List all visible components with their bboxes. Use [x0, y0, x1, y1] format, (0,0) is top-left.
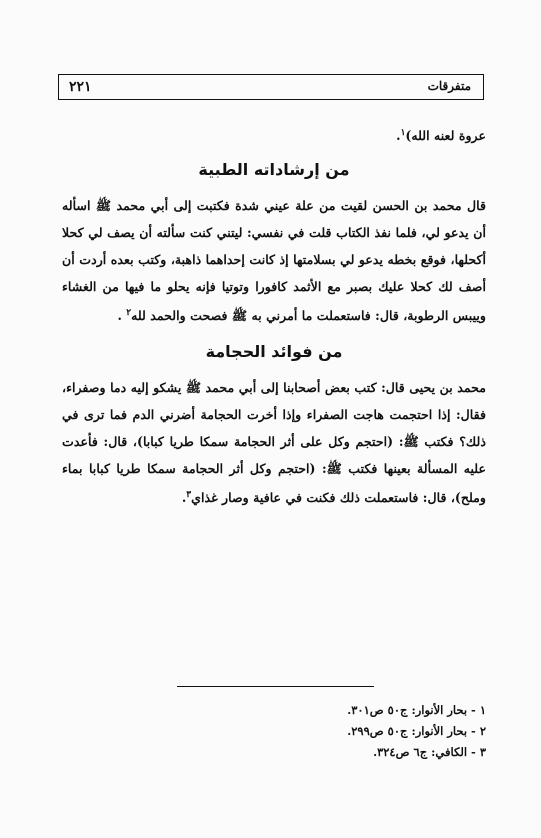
- paragraph-medical: قال محمد بن الحسن لقيت من علة عيني شدة فكتبت إلى أبي محمد ﷺ اسأله أن يدعو لي، فلما نفذ الكتاب قلت في نفسي: ليتني كنت سألته أن يصف لي كحلا أكحلها، فوقع بخطه يدعو لي بسلامتها إذ كانت إحداهما ذاهبة، وكتب بعده أردت أن أصف لك كحلا عليك بصبر مع الأثمد كافورا وتوتيا فإنه يحلو ما فيها من الغشاء وييبس الرطوبة، قال: فاستعملت ما أمرني به ﷺ فصحت والحمد لله$^٢$ .: [62, 198, 486, 324]
- intro-line: عروة لعنه الله)$^١$.: [396, 128, 486, 144]
- footnote-divider: [177, 686, 374, 687]
- footnotes: [62, 700, 486, 763]
- section-title-medical: من إرشاداته الطبية: [198, 160, 350, 179]
- intro-text: عروة لعنه الله): [405, 128, 486, 144]
- page-number: ٢٢١: [69, 79, 92, 95]
- running-header: [58, 74, 484, 100]
- footnote-ref-1: ١: [400, 128, 406, 138]
- running-title: متفرقات: [427, 79, 471, 93]
- footnote-3: ٣ - الكافي: ج٦ ص٣٢٤.: [373, 745, 486, 759]
- footnote-ref-3: ٣: [186, 490, 192, 500]
- footnote-1: ١ - بحار الأنوار: ج٥٠ ص٣٠١.: [347, 703, 486, 717]
- paragraph-cupping: محمد بن يحيى قال: كتب بعض أصحابنا إلى أبي محمد ﷺ يشكو إليه دما وصفراء، فقال: إذا احتجمت هاجت الصفراء وإذا أخرت الحجامة أضرني الدم فما ترى في ذلك؟ فكتب ﷺ: (احتجم وكل على أثر الحجامة سمكا طريا كبابا)، قال: فأعدت عليه المسألة بعينها فكتب ﷺ: (احتجم وكل أثر الحجامة سمكا طريا كبابا بماء وملح)، قال: فاستعملت ذلك فكنت في عافية وصار غذاي$^٣$.: [62, 380, 486, 506]
- paragraph-cupping-text: محمد بن يحيى قال: كتب بعض أصحابنا إلى أبي محمد ﷺ يشكو إليه دما وصفراء، فقال: إذا احتجمت هاجت الصفراء وإذا أخرت الحجامة أضرني الدم فما ترى في ذلك؟ فكتب ﷺ: (احتجم وكل على أثر الحجامة سمكا طريا كبابا)، قال: فأعدت عليه المسألة بعينها فكتب ﷺ: (احتجم وكل أثر الحجامة سمكا طريا كبابا بماء وملح)، قال: فاستعملت ذلك فكنت في عافية وصار غذاي: [62, 380, 486, 506]
- footnote-2: ٢ - بحار الأنوار: ج٥٠ ص٢٩٩.: [347, 724, 486, 738]
- footnote-ref-2: ٢: [126, 308, 132, 318]
- section-title-cupping: من فوائد الحجامة: [205, 342, 343, 361]
- paragraph-medical-text: قال محمد بن الحسن لقيت من علة عيني شدة فكتبت إلى أبي محمد ﷺ اسأله أن يدعو لي، فلما نفذ الكتاب قلت في نفسي: ليتني كنت سألته أن يصف لي كحلا أكحلها، فوقع بخطه يدعو لي بسلامتها إذ كانت إحداهما ذاهبة، وكتب بعده أردت أن أصف لك كحلا عليك بصبر مع الأثمد كافورا وتوتيا فإنه يحلو ما فيها من الغشاء وييبس الرطوبة، قال: فاستعملت ما أمرني به ﷺ فصحت والحمد لله: [62, 198, 486, 324]
